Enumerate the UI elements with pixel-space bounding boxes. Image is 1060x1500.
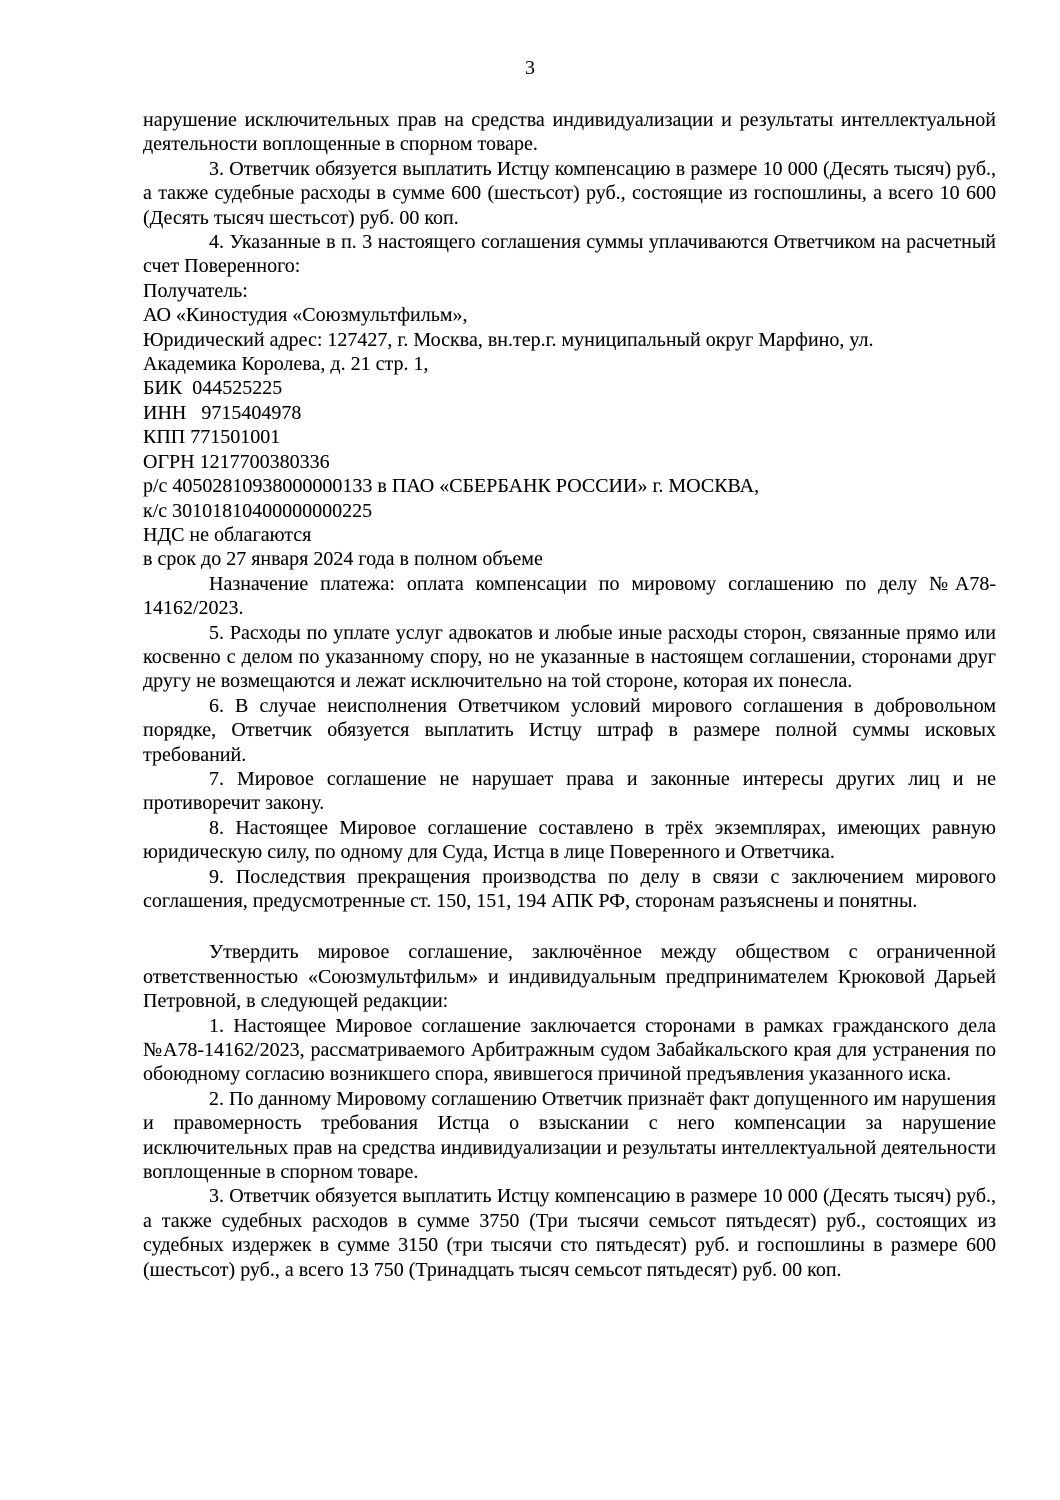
- paragraph: НДС не облагаются: [143, 523, 312, 546]
- paragraph: АО «Киностудия «Союзмультфильм»,: [143, 304, 468, 327]
- paragraph: 4. Указанные в п. 3 настоящего соглашения суммы уплачиваются Ответчиком на расчетный счет Поверенного:: [143, 231, 996, 278]
- paragraph: р/с 40502810938000000133 в ПАО «СБЕРБАНК РОССИИ» г. МОСКВА,: [143, 475, 760, 498]
- paragraph: к/с 30101810400000000225: [143, 499, 373, 522]
- paragraph: 2. По данному Мировому соглашению Ответчик признаёт факт допущенного им нарушения и правомерность требования Истца о взыскании с него компенсации за нарушение исключительных прав на средства индивидуализации и результаты интеллектуальной деятельности воплощенные в спорном товаре.: [143, 1087, 996, 1184]
- paragraph: ИНН 9715404978: [143, 401, 302, 424]
- paragraph: Академика Королева, д. 21 стр. 1,: [143, 353, 429, 376]
- document-body: [143, 108, 996, 1282]
- paragraph: 3. Ответчик обязуется выплатить Истцу компенсацию в размере 10 000 (Десять тысяч) руб., а также судебные расходы в сумме 600 (шестьсот) руб., состоящие из госпошлины, а всего 10 600 (Десять тысяч шестьсот) руб. 00 коп.: [143, 157, 996, 229]
- paragraph: Получатель:: [143, 279, 248, 302]
- paragraph: КПП 771501001: [143, 426, 281, 449]
- paragraph: 3. Ответчик обязуется выплатить Истцу компенсацию в размере 10 000 (Десять тысяч) руб., а также судебных расходов в сумме 3750 (Три тысячи семьсот пятьдесят) руб., состоящих из судебных издержек в сумме 3150 (три тысячи сто пятьдесят) руб. и госпошлины в размере 600 (шестьсот) руб., а всего 13 750 (Тринадцать тысяч семьсот пятьдесят) руб. 00 коп.: [143, 1185, 996, 1281]
- paragraph: ОГРН 1217700380336: [143, 450, 330, 473]
- paragraph: БИК 044525225: [143, 377, 283, 400]
- paragraph: Утвердить мировое соглашение, заключённое между обществом с ограниченной ответственностью «Союзмультфильм» и индивидуальным предпринимателем Крюковой Дарьей Петровной, в следующей редакции:: [143, 941, 996, 1013]
- paragraph-spacer: [143, 913, 996, 940]
- paragraph: нарушение исключительных прав на средства индивидуализации и результаты интеллектуальной деятельности воплощенные в спорном товаре.: [143, 109, 996, 156]
- paragraph: 1. Настоящее Мировое соглашение заключается сторонами в рамках гражданского дела №А78-14162/2023, рассматриваемого Арбитражным судом Забайкальского края для устранения по обоюдному согласию возникшего спора, явившегося причиной предъявления указанного иска.: [143, 1014, 996, 1086]
- paragraph: 9. Последствия прекращения производства по делу в связи с заключением мирового соглашения, предусмотренные ст. 150, 151, 194 АПК РФ, сторонам разъяснены и понятны.: [143, 865, 996, 912]
- page-number: 3: [525, 57, 535, 79]
- paragraph: в срок до 27 января 2024 года в полном объеме: [143, 548, 543, 571]
- paragraph: Юридический адрес: 127427, г. Москва, вн.тер.г. муниципальный округ Марфино, ул.: [143, 328, 874, 351]
- paragraph: Назначение платежа: оплата компенсации по мировому соглашению по делу №А78-14162/2023.: [143, 572, 996, 620]
- paragraph: 6. В случае неисполнения Ответчиком условий мирового соглашения в добровольном порядке, Ответчик обязуется выплатить Истцу штраф в размере полной суммы исковых требований.: [143, 694, 996, 766]
- paragraph: 8. Настоящее Мировое соглашение составлено в трёх экземплярах, имеющих равную юридическую силу, по одному для Суда, Истца в лице Поверенного и Ответчика.: [143, 816, 996, 864]
- paragraph: 5. Расходы по уплате услуг адвокатов и любые иные расходы сторон, связанные прямо или косвенно с делом по указанному спору, но не указанные в настоящем соглашении, сторонами друг другу не возмещаются и лежат исключительно на той стороне, которая их понесла.: [143, 621, 996, 693]
- paragraph: 7. Мировое соглашение не нарушает права и законные интересы других лиц и не противоречит закону.: [143, 767, 996, 815]
